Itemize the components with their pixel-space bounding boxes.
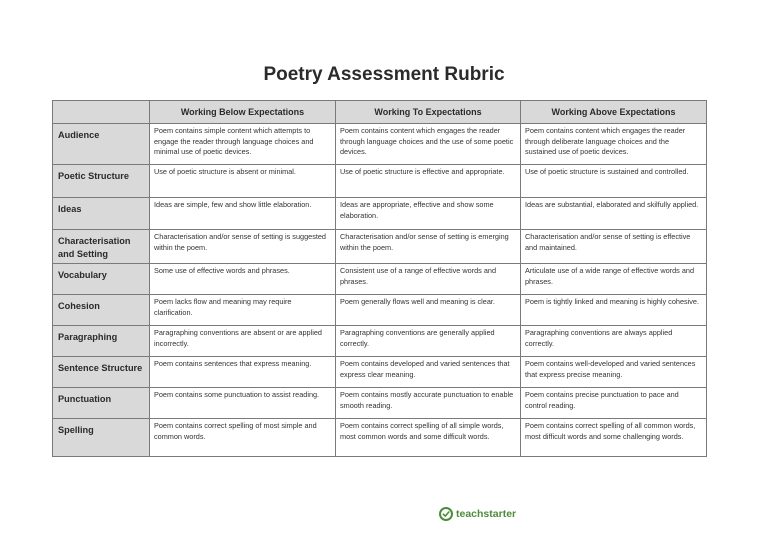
header-working-below: Working Below Expectations [150,101,336,124]
table-row [53,198,707,230]
cell-above: Poem contains content which engages the reader through deliberate language choices and the sustained use of poetic devices. [521,124,707,165]
header-row [53,101,707,124]
cell-to: Consistent use of a range of effective words and phrases. [336,264,521,295]
table-row [53,326,707,357]
page-title: Poetry Assessment Rubric [263,64,505,85]
cell-to: Poem contains content which engages the reader through language choices and the use of some poetic devices. [336,124,521,165]
rubric-table [52,100,707,457]
table-row [53,264,707,295]
cell-to: Poem generally flows well and meaning is clear. [336,295,521,326]
criterion-label: Punctuation [53,388,150,419]
cell-below: Ideas are simple, few and show little elaboration. [150,198,336,230]
cell-below: Use of poetic structure is absent or minimal. [150,165,336,198]
table-row [53,165,707,198]
cell-above: Use of poetic structure is sustained and controlled. [521,165,707,198]
table-row [53,388,707,419]
cell-to: Paragraphing conventions are generally applied correctly. [336,326,521,357]
criterion-label: Sentence Structure [53,357,150,388]
cell-to: Ideas are appropriate, effective and show some elaboration. [336,198,521,230]
cell-above: Poem contains correct spelling of all common words, most difficult words and some challenging words. [521,419,707,457]
criterion-label: Ideas [53,198,150,230]
table-row [53,230,707,264]
header-working-to: Working To Expectations [336,101,521,124]
cell-above: Articulate use of a wide range of effective words and phrases. [521,264,707,295]
table-row [53,419,707,457]
cell-to: Poem contains developed and varied sentences that express clear meaning. [336,357,521,388]
criterion-label: Paragraphing [53,326,150,357]
cell-below: Paragraphing conventions are absent or are applied incorrectly. [150,326,336,357]
cell-below: Poem contains correct spelling of most simple and common words. [150,419,336,457]
table-row [53,124,707,165]
cell-above: Paragraphing conventions are always applied correctly. [521,326,707,357]
header-corner-cell [53,101,150,124]
cell-below: Poem lacks flow and meaning may require clarification. [150,295,336,326]
cell-below: Characterisation and/or sense of setting is suggested within the poem. [150,230,336,264]
cell-below: Some use of effective words and phrases. [150,264,336,295]
cell-below: Poem contains some punctuation to assist reading. [150,388,336,419]
criterion-label: Poetic Structure [53,165,150,198]
teachstarter-logo-icon [439,507,453,521]
cell-to: Poem contains correct spelling of all simple words, most common words and some difficult words. [336,419,521,457]
cell-above: Poem contains well-developed and varied sentences that express precise meaning. [521,357,707,388]
cell-above: Poem contains precise punctuation to pace and control reading. [521,388,707,419]
cell-to: Poem contains mostly accurate punctuation to enable smooth reading. [336,388,521,419]
header-working-above: Working Above Expectations [521,101,707,124]
table-row [53,357,707,388]
criterion-label: Audience [53,124,150,165]
criterion-label: Vocabulary [53,264,150,295]
cell-below: Poem contains sentences that express meaning. [150,357,336,388]
cell-below: Poem contains simple content which attempts to engage the reader through language choices and minimal use of poetic devices. [150,124,336,165]
cell-above: Ideas are substantial, elaborated and skilfully applied. [521,198,707,230]
teachstarter-logo[interactable] [439,507,516,521]
cell-to: Characterisation and/or sense of setting is emerging within the poem. [336,230,521,264]
criterion-label: Cohesion [53,295,150,326]
cell-to: Use of poetic structure is effective and appropriate. [336,165,521,198]
cell-above: Characterisation and/or sense of setting is effective and maintained. [521,230,707,264]
table-row [53,295,707,326]
logo-text: teachstarter [456,508,517,520]
criterion-label: Characterisation and Setting [53,230,150,264]
cell-above: Poem is tightly linked and meaning is highly cohesive. [521,295,707,326]
criterion-label: Spelling [53,419,150,457]
